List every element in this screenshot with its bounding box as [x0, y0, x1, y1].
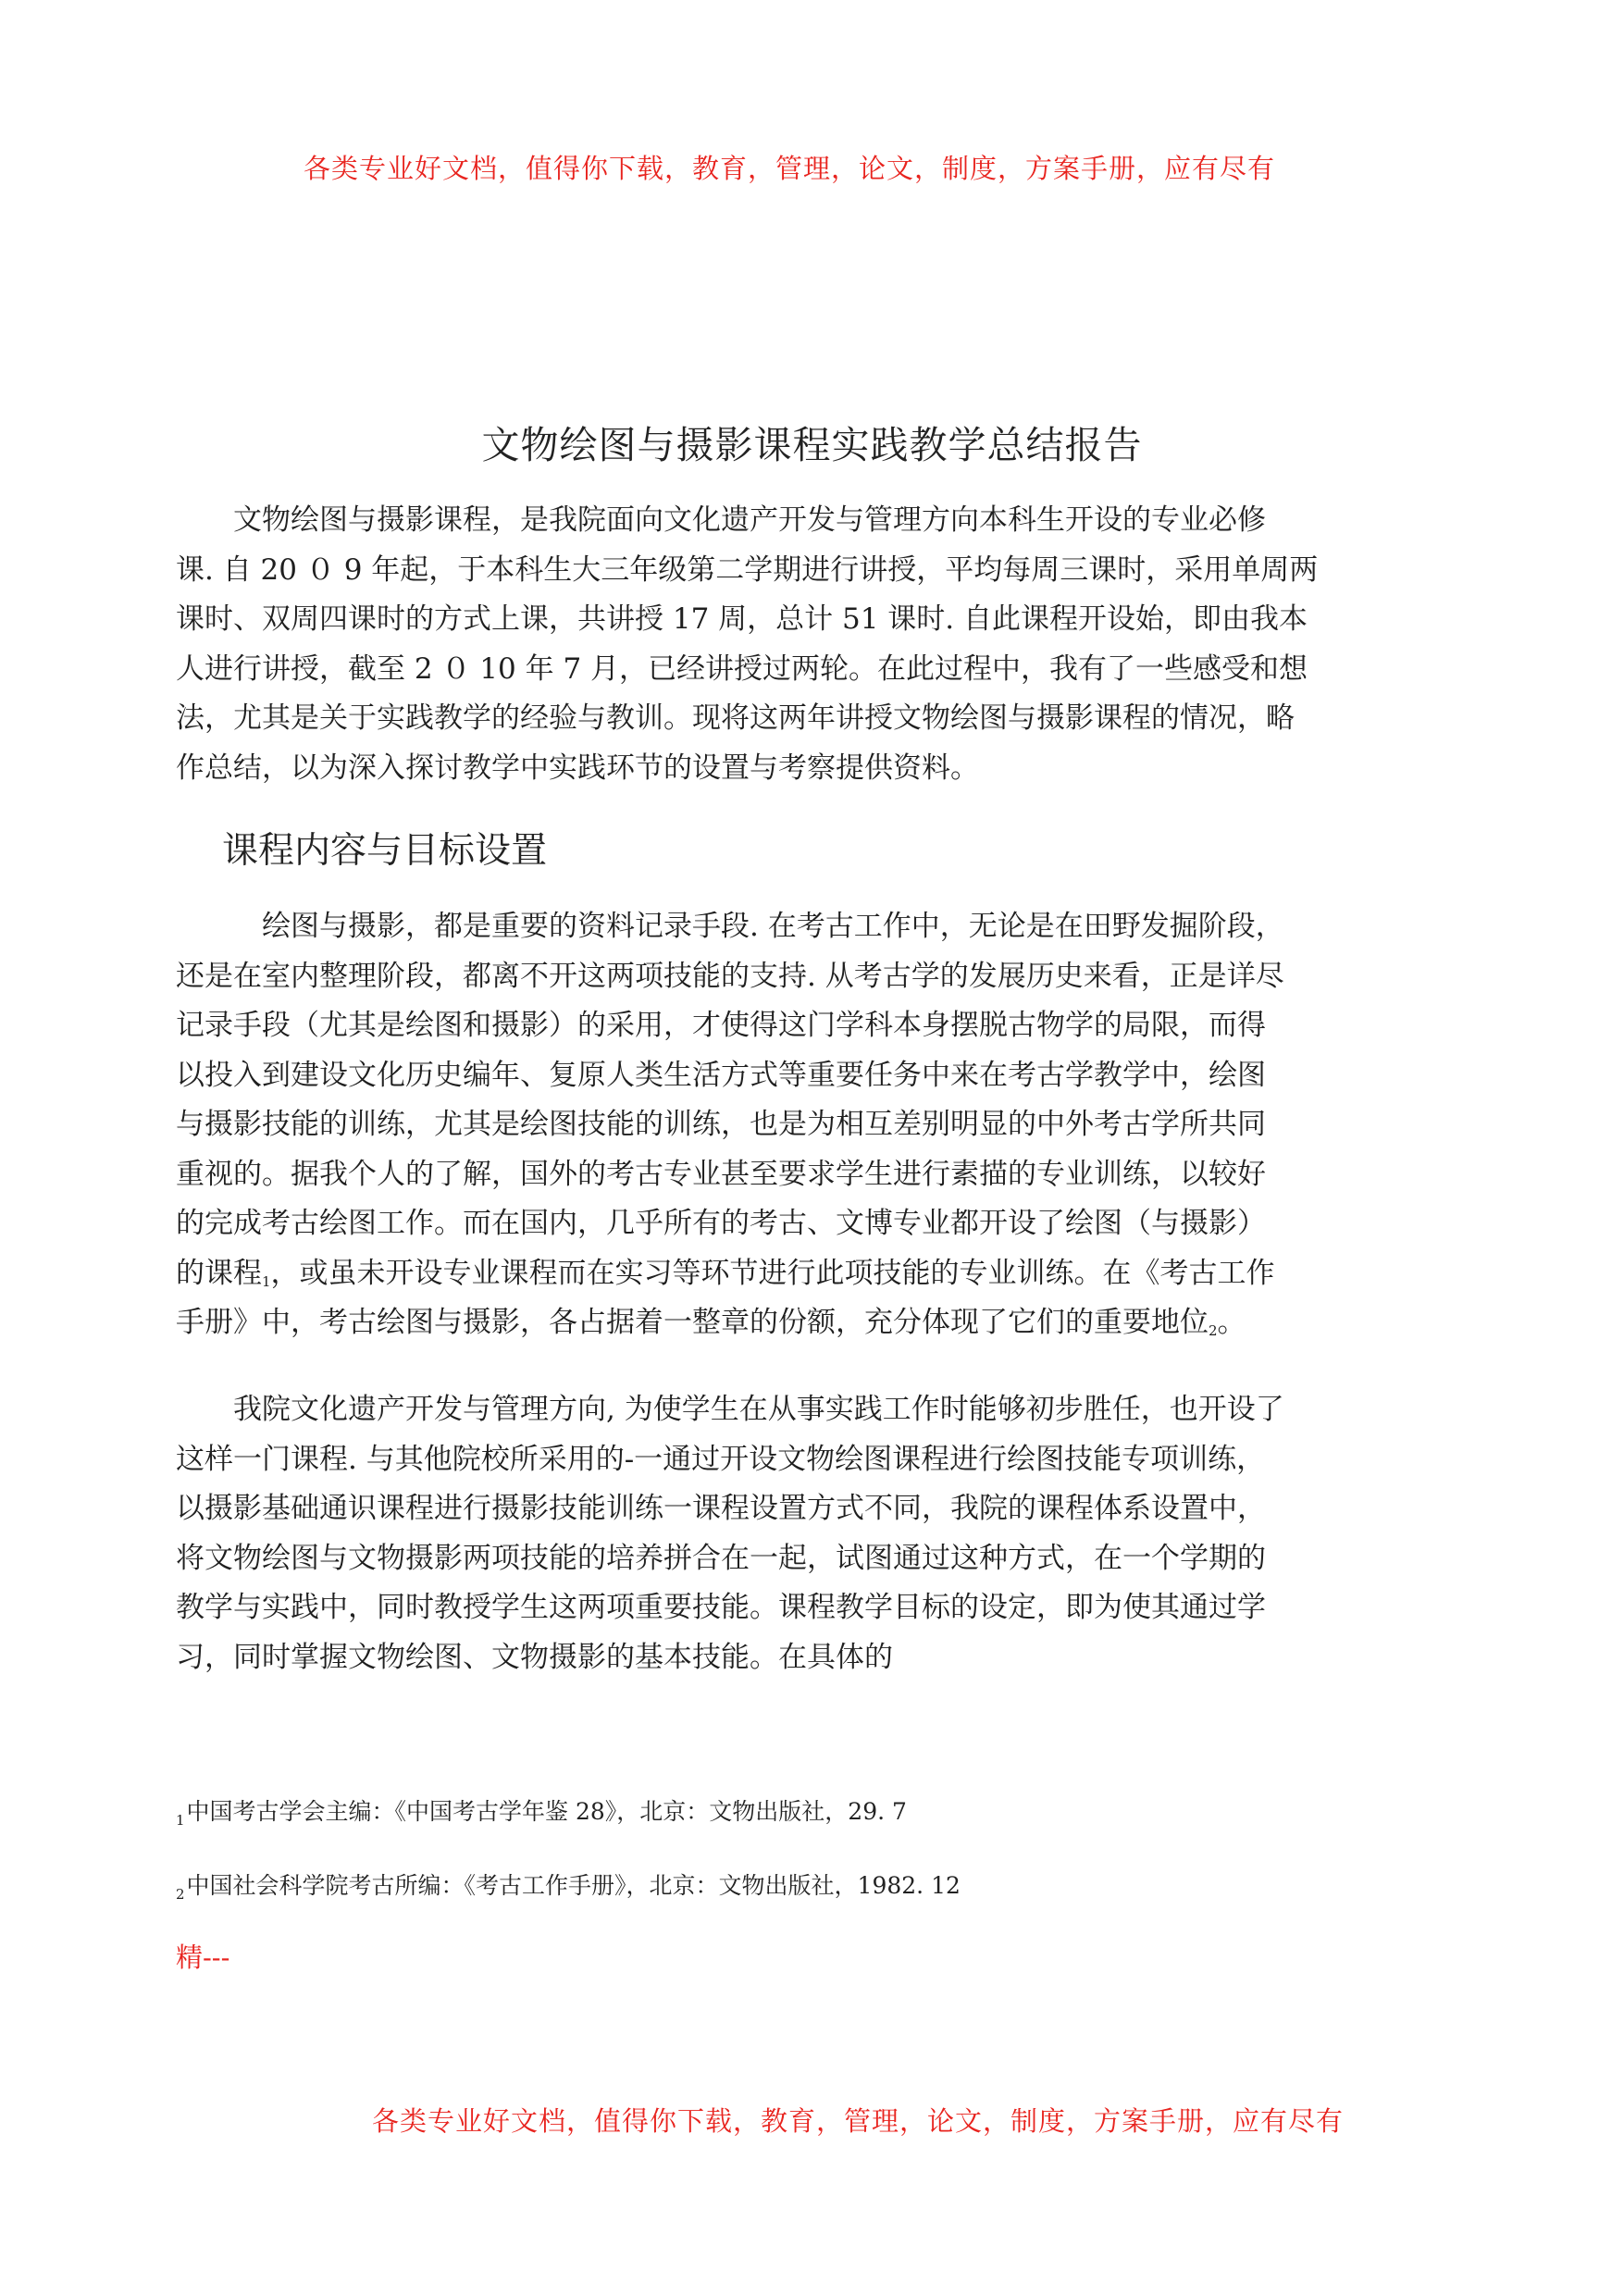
text-segment: 的课程 — [176, 1256, 262, 1290]
footnote-ref-2[interactable]: 2 — [1209, 1322, 1218, 1339]
body-paragraph-2 — [176, 902, 1453, 1348]
text-line: 记录手段（尤其是绘图和摄影）的采用，才使得这门学科本身摆脱古物学的局限，而得 — [176, 1009, 1266, 1042]
text-segment: 。 — [1217, 1306, 1246, 1339]
footnote-text: 中国社会科学院考古所编：《考古工作手册》，北京：文物出版社，1982. 12 — [186, 1872, 961, 1899]
text-line: 法，尤其是关于实践教学的经验与教训。现将这两年讲授文物绘图与摄影课程的情况，略 — [176, 701, 1295, 735]
text-line: 这样一门课程. 与其他院校所采用的-一通过开设文物绘图课程进行绘图技能专项训练， — [176, 1442, 1266, 1476]
text-line: 的完成考古绘图工作。而在国内，几乎所有的考古、文博专业都开设了绘图（与摄影） — [176, 1207, 1266, 1240]
promo-banner-top: 各类专业好文档，值得你下载，教育，管理，论文，制度，方案手册，应有尽有 — [304, 153, 1276, 184]
text-line: 教学与实践中，同时教授学生这两项重要技能。课程教学目标的设定，即为使其通过学 — [176, 1591, 1266, 1624]
text-segment: ，或虽未开设专业课程而在实习等环节进行此项技能的专业训练。在《考古工作 — [270, 1256, 1275, 1290]
intro-paragraph — [176, 496, 1453, 793]
section-heading: 课程内容与目标设置 — [222, 830, 548, 872]
document-title: 文物绘图与摄影课程实践教学总结报告 — [481, 423, 1143, 467]
text-line: 重视的。据我个人的了解，国外的考古专业甚至要求学生进行素描的专业训练，以较好 — [176, 1157, 1266, 1191]
text-line: 课. 自 20 ０ 9 年起，于本科生大三年级第二学期进行讲授，平均每周三课时，采用单周两 — [176, 552, 1319, 587]
text-line: 课时、双周四课时的方式上课，共讲授 17 周，总计 51 课时. 自此课程开设始，即由我本 — [176, 602, 1308, 636]
text-line: 绘图与摄影，都是重要的资料记录手段. 在考古工作中，无论是在田野发掘阶段， — [176, 910, 1284, 943]
promo-banner-bottom: 各类专业好文档，值得你下载，教育，管理，论文，制度，方案手册，应有尽有 — [372, 2105, 1345, 2137]
text-line: 以摄影基础通识课程进行摄影技能训练一课程设置方式不同，我院的课程体系设置中， — [176, 1492, 1266, 1525]
text-line — [176, 1249, 1453, 1299]
text-line: 还是在室内整理阶段，都离不开这两项技能的支持. 从考古学的发展历史来看，正是详尽 — [176, 959, 1284, 993]
text-line: 与摄影技能的训练，尤其是绘图技能的训练，也是为相互差别明显的中外考古学所共同 — [176, 1108, 1266, 1141]
footnote-2 — [176, 1867, 961, 1903]
text-line: 我院文化遗产开发与管理方向, 为使学生在从事实践工作时能够初步胜任，也开设了 — [176, 1393, 1284, 1426]
text-line: 文物绘图与摄影课程，是我院面向文化遗产开发与管理方向本科生开设的专业必修 — [176, 503, 1266, 537]
text-line: 习，同时掌握文物绘图、文物摄影的基本技能。在具体的 — [176, 1640, 893, 1674]
text-segment: 手册》中，考古绘图与摄影，各占据着一整章的份额，充分体现了它们的重要地位 — [176, 1306, 1209, 1339]
footnote-number: 1 — [176, 1812, 185, 1829]
text-line: 以投入到建设文化历史编年、复原人类生活方式等重要任务中来在考古学教学中，绘图 — [176, 1058, 1266, 1092]
text-line: 作总结，以为深入探讨教学中实践环节的设置与考察提供资料。 — [176, 751, 979, 785]
text-line: 将文物绘图与文物摄影两项技能的培养拼合在一起，试图通过这种方式，在一个学期的 — [176, 1541, 1266, 1575]
text-line — [176, 1298, 1453, 1348]
page-marker: 精--- — [176, 1941, 230, 1973]
footnote-number: 2 — [176, 1886, 185, 1903]
body-paragraph-3 — [176, 1385, 1453, 1682]
footnote-ref-1[interactable]: 1 — [262, 1272, 271, 1290]
footnote-1 — [176, 1793, 907, 1829]
footnote-text: 中国考古学会主编：《中国考古学年鉴 28》，北京：文物出版社，29. 7 — [186, 1798, 907, 1825]
text-line: 人进行讲授，截至 2 ０ 10 年 7 月，已经讲授过两轮。在此过程中，我有了一些感受和想 — [176, 651, 1308, 686]
